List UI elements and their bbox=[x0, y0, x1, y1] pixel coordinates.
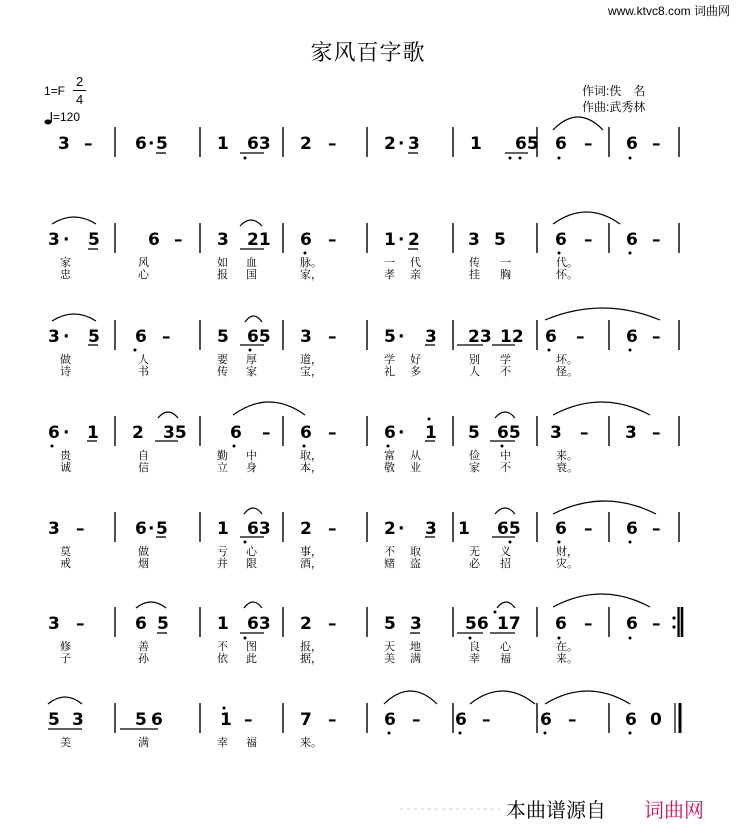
lyric-verse1: 来。 bbox=[556, 449, 578, 462]
note: 6 bbox=[540, 710, 552, 730]
note: 2 bbox=[300, 134, 312, 154]
lyric-verse2: 衰。 bbox=[556, 461, 578, 474]
lyric-verse1: 坏。 bbox=[556, 353, 578, 366]
repeat-dot bbox=[672, 616, 675, 619]
dash-note: – bbox=[584, 614, 593, 634]
note: 6 bbox=[135, 519, 147, 539]
note: 5 bbox=[384, 327, 396, 347]
song-title: 家风百字歌 bbox=[310, 41, 426, 66]
octave-dot bbox=[629, 732, 632, 735]
lyric-verse1: 来。 bbox=[300, 736, 322, 749]
note: 6 bbox=[230, 423, 242, 443]
lyric-verse1: 好 bbox=[410, 353, 421, 366]
octave-dot bbox=[548, 349, 551, 352]
lyric-verse1: 美 bbox=[60, 736, 71, 749]
note: 3 bbox=[48, 230, 60, 250]
lyric-verse1: 人 bbox=[138, 353, 149, 366]
note: 6 bbox=[300, 423, 312, 443]
octave-dot bbox=[388, 732, 391, 735]
lyric-verse2: 本， bbox=[300, 461, 322, 474]
lyric-verse1: 善 bbox=[138, 640, 149, 653]
octave-dot bbox=[134, 349, 137, 352]
note: 3 bbox=[425, 327, 437, 347]
lyric-verse2: 人 bbox=[469, 365, 480, 378]
note: 3 bbox=[72, 710, 84, 730]
lyric-verse1: 勤 bbox=[217, 449, 228, 462]
dot-note: · bbox=[398, 134, 405, 154]
octave-dot bbox=[233, 445, 236, 448]
tie-arc bbox=[136, 602, 166, 608]
note: 1 bbox=[217, 614, 229, 634]
tie-arc bbox=[48, 697, 82, 704]
lyric-verse1: 血 bbox=[246, 256, 257, 269]
note: 5 bbox=[156, 134, 168, 154]
lyric-verse1: 家 bbox=[60, 256, 71, 269]
dash-note: – bbox=[652, 614, 661, 634]
lyric-verse2: 烟 bbox=[138, 557, 149, 570]
lyric-verse2: 立 bbox=[217, 461, 228, 474]
lyric-verse1: 代 bbox=[410, 256, 421, 269]
dash-note: – bbox=[328, 134, 337, 154]
lyric-verse2: 礼 bbox=[384, 365, 395, 378]
octave-dot bbox=[387, 445, 390, 448]
octave-dot bbox=[558, 157, 561, 160]
lyric-verse2: 书 bbox=[138, 365, 149, 378]
note: 5 bbox=[494, 230, 506, 250]
lyric-verse1: 富 bbox=[384, 449, 395, 462]
dash-note: – bbox=[328, 423, 337, 443]
note: 6 bbox=[555, 230, 567, 250]
dash-note: – bbox=[482, 710, 491, 730]
dot-note: · bbox=[148, 519, 155, 539]
note: 2 bbox=[300, 614, 312, 634]
dash-note: – bbox=[174, 230, 183, 250]
tie-arc bbox=[495, 412, 515, 418]
lyric-verse2: 心 bbox=[138, 268, 149, 281]
lyric-verse1: 别 bbox=[469, 353, 480, 366]
note: 6 bbox=[555, 134, 567, 154]
lyric-verse1: 无 bbox=[469, 545, 480, 558]
lyric-verse2: 满 bbox=[410, 652, 421, 665]
dash-note: – bbox=[584, 134, 593, 154]
lyric-verse1: 学 bbox=[384, 353, 395, 366]
note: 65 bbox=[497, 423, 521, 443]
lyricist: 作词:佚 名 bbox=[582, 84, 646, 98]
dot-note: · bbox=[63, 423, 70, 443]
note: 6 bbox=[455, 710, 467, 730]
lyric-verse1: 代。 bbox=[556, 256, 578, 269]
note: 1 bbox=[470, 134, 482, 154]
tie-arc bbox=[545, 308, 660, 320]
lyric-verse1: 做 bbox=[60, 353, 71, 366]
note: 3 bbox=[410, 614, 422, 634]
lyric-verse2: 必 bbox=[469, 557, 480, 570]
note: 1 bbox=[458, 519, 470, 539]
lyric-verse1: 不 bbox=[217, 640, 228, 653]
tie-arc bbox=[52, 217, 96, 224]
dash-note: – bbox=[412, 710, 421, 730]
dash-note: – bbox=[576, 327, 585, 347]
tie-arc bbox=[553, 501, 656, 514]
lyric-verse2: 福 bbox=[500, 652, 511, 665]
note: 6 bbox=[626, 230, 638, 250]
lyric-verse1: 幸 bbox=[217, 736, 228, 749]
note: 35 bbox=[163, 423, 187, 443]
note: 6 bbox=[148, 230, 160, 250]
lyric-verse1: 道， bbox=[300, 353, 322, 366]
octave-dot bbox=[51, 445, 54, 448]
note: 1 bbox=[425, 423, 437, 443]
note: 6 bbox=[135, 614, 147, 634]
lyric-verse2: 诚 bbox=[60, 461, 71, 474]
lyric-verse1: 一 bbox=[384, 256, 395, 269]
dot-note: · bbox=[398, 230, 405, 250]
tie-arc bbox=[497, 602, 515, 608]
lyric-verse2: 限 bbox=[246, 557, 257, 570]
note: 3 bbox=[217, 230, 229, 250]
tie-arc bbox=[545, 691, 630, 704]
note: 1 bbox=[384, 230, 396, 250]
lyric-verse1: 脉。 bbox=[300, 256, 322, 269]
dash-note: – bbox=[76, 614, 85, 634]
lyric-verse1: 义 bbox=[500, 545, 511, 558]
note: 2 bbox=[408, 230, 420, 250]
lyric-verse1: 不 bbox=[384, 545, 395, 558]
dash-note: – bbox=[584, 230, 593, 250]
dot-note: · bbox=[63, 327, 70, 347]
note: 65 bbox=[497, 519, 521, 539]
lyric-verse1: 报， bbox=[300, 640, 322, 653]
tie-arc bbox=[553, 402, 650, 415]
octave-dot bbox=[303, 445, 306, 448]
lyric-verse2: 信 bbox=[138, 461, 149, 474]
octave-dot bbox=[244, 541, 247, 544]
watermark-top: www.ktvc8.com 词曲网 bbox=[607, 4, 730, 18]
dash-note: – bbox=[652, 423, 661, 443]
note: 3 bbox=[625, 423, 637, 443]
dash-note: – bbox=[652, 134, 661, 154]
note: 2 bbox=[300, 519, 312, 539]
note: 6 bbox=[48, 423, 60, 443]
lyric-verse2: 怪。 bbox=[556, 365, 578, 378]
octave-dot bbox=[629, 252, 632, 255]
note: 3 bbox=[48, 327, 60, 347]
footer-brand: 词曲网 bbox=[644, 798, 704, 822]
note: 3 bbox=[468, 230, 480, 250]
note: 5 bbox=[135, 710, 147, 730]
tie-arc bbox=[233, 402, 305, 415]
note: 5 bbox=[468, 423, 480, 443]
lyric-verse2: 亲 bbox=[410, 268, 421, 281]
note: 6 bbox=[135, 327, 147, 347]
lyric-verse2: 胸 bbox=[500, 268, 511, 281]
time-signature-bottom: 4 bbox=[76, 92, 84, 107]
lyric-verse1: 做 bbox=[138, 545, 149, 558]
dot-note: · bbox=[398, 519, 405, 539]
dash-note: – bbox=[262, 423, 271, 443]
note: 6 bbox=[300, 230, 312, 250]
lyric-verse2: 戒 bbox=[60, 557, 71, 570]
lyric-verse2: 招 bbox=[500, 557, 511, 570]
tie-arc bbox=[553, 594, 650, 607]
octave-dot bbox=[558, 252, 561, 255]
lyric-verse2: 并 bbox=[217, 557, 228, 570]
lyric-verse1: 一 bbox=[500, 256, 511, 269]
repeat-dot bbox=[672, 625, 675, 628]
lyric-verse2: 幸 bbox=[469, 652, 480, 665]
dot-note: · bbox=[148, 134, 155, 154]
note: 6 bbox=[384, 710, 396, 730]
dot-note: · bbox=[398, 423, 405, 443]
note: 6 bbox=[151, 710, 163, 730]
tempo: =120 bbox=[53, 110, 81, 124]
lyric-verse1: 心 bbox=[500, 640, 511, 653]
lyric-verse2: 孙 bbox=[138, 652, 149, 665]
lyric-verse2: 多 bbox=[410, 365, 421, 378]
octave-dot bbox=[249, 349, 252, 352]
octave-dot bbox=[519, 157, 522, 160]
note: 6 bbox=[545, 327, 557, 347]
note: 1 bbox=[217, 519, 229, 539]
tie-arc bbox=[52, 314, 96, 321]
lyric-verse1: 财， bbox=[556, 545, 578, 558]
note: 17 bbox=[497, 614, 521, 634]
octave-dot bbox=[244, 157, 247, 160]
octave-dot bbox=[558, 541, 561, 544]
lyric-verse1: 莫 bbox=[60, 545, 71, 558]
note: 21 bbox=[247, 230, 271, 250]
octave-dot bbox=[544, 732, 547, 735]
lyric-verse2: 依 bbox=[217, 652, 228, 665]
lyric-verse1: 自 bbox=[138, 449, 149, 462]
dash-note: – bbox=[162, 327, 171, 347]
note: 2 bbox=[384, 519, 396, 539]
tie-arc bbox=[553, 117, 603, 130]
note: 12 bbox=[500, 327, 524, 347]
octave-dot bbox=[629, 541, 632, 544]
note: 6 bbox=[626, 614, 638, 634]
tie-arc bbox=[244, 508, 262, 514]
note: 3 bbox=[425, 519, 437, 539]
lyric-verse1: 中 bbox=[500, 449, 511, 462]
lyric-verse2: 报 bbox=[217, 268, 228, 281]
composer: 作曲:武秀林 bbox=[582, 100, 646, 114]
note: 2 bbox=[132, 423, 144, 443]
lyric-verse2: 身 bbox=[246, 461, 257, 474]
dot-note: · bbox=[398, 327, 405, 347]
footer-source: 本曲谱源自 bbox=[506, 798, 606, 822]
note: 63 bbox=[247, 519, 271, 539]
lyric-verse2: 美 bbox=[384, 652, 395, 665]
tie-arc bbox=[384, 691, 437, 704]
dash-note: – bbox=[652, 519, 661, 539]
dash-note: – bbox=[328, 327, 337, 347]
dash-note: – bbox=[584, 519, 593, 539]
note: 63 bbox=[247, 614, 271, 634]
lyric-verse2: 家 bbox=[469, 461, 480, 474]
lyric-verse1: 图 bbox=[246, 640, 257, 653]
lyric-verse2: 不 bbox=[500, 461, 511, 474]
lyric-verse2: 据， bbox=[300, 652, 322, 665]
note: 3 bbox=[550, 423, 562, 443]
octave-dot bbox=[629, 349, 632, 352]
note: 6 bbox=[555, 519, 567, 539]
lyric-verse1: 从 bbox=[410, 449, 421, 462]
note: 56 bbox=[465, 614, 489, 634]
note: 3 bbox=[300, 327, 312, 347]
lyric-verse2: 此 bbox=[246, 652, 257, 665]
note: 6 bbox=[626, 134, 638, 154]
dash-note: – bbox=[568, 710, 577, 730]
lyric-verse1: 学 bbox=[500, 353, 511, 366]
lyric-verse2: 子 bbox=[60, 652, 71, 665]
octave-dot bbox=[501, 445, 504, 448]
note: 6 bbox=[626, 519, 638, 539]
note: 65 bbox=[515, 134, 539, 154]
lyric-verse2: 盗 bbox=[410, 557, 421, 570]
lyric-verse2: 不 bbox=[500, 365, 511, 378]
tie-arc bbox=[240, 220, 262, 226]
lyric-verse1: 事， bbox=[300, 545, 322, 558]
octave-dot bbox=[629, 637, 632, 640]
lyric-verse1: 修 bbox=[60, 640, 71, 653]
note: 63 bbox=[247, 134, 271, 154]
lyric-verse1: 良 bbox=[469, 640, 480, 653]
lyric-verse1: 心 bbox=[246, 545, 257, 558]
octave-dot bbox=[459, 732, 462, 735]
lyric-verse2: 来。 bbox=[556, 652, 578, 665]
dash-note: – bbox=[328, 519, 337, 539]
tie-arc bbox=[158, 412, 178, 418]
lyric-verse2: 业 bbox=[410, 461, 421, 474]
lyric-verse2: 敬 bbox=[384, 461, 395, 474]
note: 5 bbox=[384, 614, 396, 634]
lyric-verse1: 在。 bbox=[556, 640, 578, 653]
lyric-verse2: 挂 bbox=[469, 268, 480, 281]
lyric-verse2: 家， bbox=[300, 268, 322, 281]
octave-dot bbox=[509, 157, 512, 160]
dash-note: – bbox=[652, 327, 661, 347]
note: 65 bbox=[247, 327, 271, 347]
note: 3 bbox=[48, 614, 60, 634]
lyric-verse1: 天 bbox=[384, 640, 395, 653]
lyric-verse2: 传 bbox=[217, 365, 228, 378]
note: 23 bbox=[468, 327, 492, 347]
lyric-verse1: 中 bbox=[246, 449, 257, 462]
lyric-verse1: 要 bbox=[217, 353, 228, 366]
note: 3 bbox=[58, 134, 70, 154]
octave-dot bbox=[304, 252, 307, 255]
lyric-verse2: 酒， bbox=[300, 557, 322, 570]
note: 2 bbox=[384, 134, 396, 154]
lyric-verse1: 俭 bbox=[469, 449, 480, 462]
dash-note: – bbox=[652, 230, 661, 250]
note: 7 bbox=[300, 710, 312, 730]
lyric-verse2: 赌 bbox=[384, 557, 395, 570]
note: 6 bbox=[626, 327, 638, 347]
octave-dot bbox=[629, 157, 632, 160]
key-signature: 1=F bbox=[44, 84, 66, 98]
dash-note: – bbox=[328, 710, 337, 730]
lyric-verse2: 忠 bbox=[60, 268, 71, 281]
note: 1 bbox=[87, 423, 99, 443]
lyric-verse1: 如 bbox=[217, 256, 228, 269]
note: 6 bbox=[625, 710, 637, 730]
octave-dot bbox=[428, 418, 431, 421]
lyric-verse2: 宝， bbox=[300, 365, 322, 378]
lyric-verse1: 贵 bbox=[60, 449, 71, 462]
lyric-verse1: 亏 bbox=[217, 545, 228, 558]
note: 0 bbox=[650, 710, 662, 730]
note: 1 bbox=[220, 710, 232, 730]
note: 5 bbox=[156, 519, 168, 539]
lyric-verse1: 福 bbox=[246, 736, 257, 749]
lyric-verse1: 地 bbox=[410, 640, 421, 653]
dash-note: – bbox=[328, 230, 337, 250]
lyric-verse2: 家 bbox=[246, 365, 257, 378]
note: 6 bbox=[384, 423, 396, 443]
note: 6 bbox=[135, 134, 147, 154]
dash-note: – bbox=[244, 710, 253, 730]
lyric-verse1: 风 bbox=[138, 256, 149, 269]
note: 5 bbox=[157, 614, 169, 634]
time-signature-line bbox=[73, 90, 86, 91]
dash-note: – bbox=[84, 134, 93, 154]
lyric-verse2: 怀。 bbox=[556, 268, 578, 281]
dash-note: – bbox=[580, 423, 589, 443]
lyric-verse2: 诗 bbox=[60, 365, 71, 378]
note: 5 bbox=[217, 327, 229, 347]
octave-dot bbox=[509, 541, 512, 544]
dot-note: · bbox=[63, 230, 70, 250]
tie-arc bbox=[470, 691, 535, 704]
note: 6 bbox=[555, 614, 567, 634]
note: 5 bbox=[88, 230, 100, 250]
note: 5 bbox=[48, 710, 60, 730]
lyric-verse2: 国 bbox=[246, 268, 257, 281]
note: 3 bbox=[48, 519, 60, 539]
lyric-verse1: 取 bbox=[410, 545, 421, 558]
note: 1 bbox=[217, 134, 229, 154]
lyric-verse1: 取， bbox=[300, 449, 322, 462]
time-signature-top: 2 bbox=[76, 74, 84, 89]
tie-arc bbox=[495, 508, 515, 514]
note: 5 bbox=[88, 327, 100, 347]
tie-arc bbox=[244, 602, 262, 608]
lyric-verse1: 满 bbox=[138, 736, 149, 749]
tie-arc bbox=[245, 316, 262, 322]
note: 3 bbox=[408, 134, 420, 154]
lyric-verse2: 孝 bbox=[384, 268, 395, 281]
lyric-verse2: 灾。 bbox=[556, 557, 578, 570]
lyric-verse1: 厚 bbox=[246, 353, 257, 366]
dash-note: – bbox=[76, 519, 85, 539]
lyric-verse1: 传 bbox=[469, 256, 480, 269]
dash-note: – bbox=[328, 614, 337, 634]
tie-arc bbox=[553, 212, 620, 224]
